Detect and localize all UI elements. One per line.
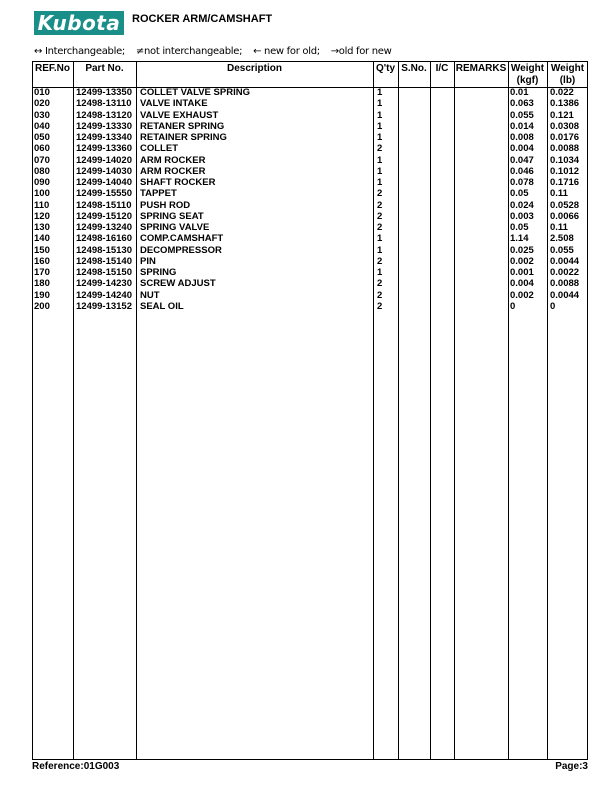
- cell-qty: 1: [377, 244, 383, 256]
- table-row: [32, 267, 588, 278]
- cell-ref: 050: [34, 132, 50, 143]
- cell-part-no: 12498-15140: [76, 255, 132, 267]
- header-weight-kgf: Weight (kgf): [510, 63, 545, 86]
- cell-ref: 120: [34, 210, 50, 222]
- cell-weight-lb: 0.022: [550, 87, 574, 98]
- table-row: [32, 110, 588, 121]
- cell-part-no: 12499-15550: [76, 188, 132, 200]
- cell-qty: 1: [377, 165, 383, 177]
- cell-weight-lb: 0.0044: [550, 289, 580, 301]
- kubota-logo: Kubota: [34, 11, 124, 35]
- cell-weight-kgf: 0.063: [510, 98, 534, 110]
- cell-weight-kgf: 0.078: [510, 177, 534, 188]
- legend-old-for-new: →old for new: [330, 46, 392, 57]
- cell-description: SEAL OIL: [140, 300, 184, 312]
- cell-weight-kgf: 0: [510, 300, 516, 312]
- table-row: [32, 132, 588, 143]
- cell-weight-kgf: 0.055: [510, 109, 534, 121]
- cell-qty: 2: [377, 222, 383, 233]
- cell-weight-lb: 0.0528: [550, 199, 580, 211]
- cell-qty: 2: [377, 199, 383, 211]
- cell-part-no: 12499-13350: [76, 87, 132, 98]
- cell-qty: 1: [377, 132, 383, 143]
- legend: [34, 46, 400, 57]
- cell-description: PIN: [140, 255, 156, 267]
- table-row: [32, 121, 588, 132]
- legend-not-interchangeable: ≠not interchangeable;: [135, 46, 243, 57]
- cell-weight-kgf: 0.002: [510, 289, 534, 301]
- table-row: [32, 301, 588, 312]
- cell-description: SPRING VALVE: [140, 222, 210, 233]
- cell-part-no: 12499-14020: [76, 154, 132, 166]
- table-row: [32, 222, 588, 233]
- cell-qty: 2: [377, 289, 383, 301]
- cell-ref: 150: [34, 244, 50, 256]
- cell-weight-lb: 0.0176: [550, 132, 580, 143]
- cell-weight-lb: 0.0088: [550, 143, 580, 155]
- header-sno: S.No.: [401, 63, 427, 74]
- cell-description: TAPPET: [140, 188, 177, 200]
- header-ref: REF.No: [35, 63, 70, 74]
- cell-description: SHAFT ROCKER: [140, 177, 216, 188]
- cell-ref: 200: [34, 300, 50, 312]
- cell-weight-kgf: 0.002: [510, 255, 534, 267]
- cell-part-no: 12499-13360: [76, 143, 132, 155]
- cell-ref: 130: [34, 222, 50, 233]
- cell-description: PUSH ROD: [140, 199, 191, 211]
- cell-part-no: 12498-13110: [76, 98, 132, 110]
- cell-ref: 160: [34, 255, 50, 267]
- cell-description: SPRING SEAT: [140, 210, 204, 222]
- cell-weight-lb: 0: [550, 300, 556, 312]
- cell-description: COMP.CAMSHAFT: [140, 233, 224, 245]
- cell-weight-lb: 0.0022: [550, 267, 580, 278]
- cell-qty: 2: [377, 255, 383, 267]
- header-description: Description: [226, 63, 282, 74]
- cell-ref: 080: [34, 165, 50, 177]
- cell-weight-kgf: 0.014: [510, 120, 534, 132]
- cell-qty: 2: [377, 210, 383, 222]
- cell-ref: 190: [34, 289, 50, 301]
- cell-description: COLLET VALVE SPRING: [140, 87, 250, 98]
- table-row: [32, 290, 588, 301]
- cell-ref: 100: [34, 188, 50, 200]
- cell-part-no: 12499-14240: [76, 289, 132, 301]
- cell-weight-kgf: 0.047: [510, 154, 534, 166]
- cell-weight-kgf: 0.01: [510, 87, 529, 98]
- cell-description: DECOMPRESSOR: [140, 244, 222, 256]
- cell-qty: 2: [377, 143, 383, 155]
- cell-part-no: 12499-13330: [76, 120, 132, 132]
- cell-ref: 180: [34, 278, 50, 290]
- cell-part-no: 12499-13152: [76, 300, 132, 312]
- cell-weight-kgf: 0.05: [510, 222, 529, 233]
- cell-weight-kgf: 0.004: [510, 278, 534, 290]
- table-row: [32, 233, 588, 244]
- table-body: [32, 87, 588, 312]
- cell-qty: 2: [377, 300, 383, 312]
- cell-weight-lb: 0.11: [550, 222, 568, 233]
- cell-weight-kgf: 0.004: [510, 143, 534, 155]
- cell-weight-lb: 0.1012: [550, 165, 580, 177]
- cell-weight-lb: 0.0044: [550, 255, 580, 267]
- table-row: [32, 200, 588, 211]
- cell-part-no: 12499-14030: [76, 165, 132, 177]
- cell-weight-lb: 0.055: [550, 244, 574, 256]
- cell-part-no: 12498-16160: [76, 233, 132, 245]
- cell-description: RETAINER SPRING: [140, 132, 227, 143]
- cell-weight-kgf: 0.025: [510, 244, 534, 256]
- cell-qty: 1: [377, 87, 383, 98]
- legend-new-for-old: ← new for old;: [253, 46, 320, 57]
- table-row: [32, 188, 588, 199]
- table-row: [32, 278, 588, 289]
- cell-part-no: 12498-13120: [76, 109, 132, 121]
- header-weight-lb: Weight (lb): [550, 63, 585, 86]
- table-row: [32, 211, 588, 222]
- cell-description: VALVE INTAKE: [140, 98, 208, 110]
- cell-qty: 1: [377, 109, 383, 121]
- cell-qty: 1: [377, 233, 383, 245]
- table-row: [32, 166, 588, 177]
- table-row: [32, 245, 588, 256]
- cell-weight-lb: 0.1716: [550, 177, 580, 188]
- legend-interchangeable: ↔ Interchangeable;: [34, 46, 125, 57]
- cell-part-no: 12498-15130: [76, 244, 132, 256]
- cell-weight-lb: 0.1034: [550, 154, 580, 166]
- footer-reference: Reference:01G003: [32, 761, 120, 772]
- cell-weight-kgf: 0.024: [510, 199, 534, 211]
- table-row: [32, 87, 588, 98]
- header-ic: I/C: [435, 63, 449, 74]
- header-remarks: REMARKS: [455, 63, 507, 74]
- cell-part-no: 12499-15120: [76, 210, 132, 222]
- cell-qty: 1: [377, 98, 383, 110]
- cell-weight-kgf: 1.14: [510, 233, 529, 245]
- cell-description: SCREW ADJUST: [140, 278, 216, 290]
- table-row: [32, 256, 588, 267]
- cell-weight-lb: 0.0088: [550, 278, 580, 290]
- cell-ref: 140: [34, 233, 50, 245]
- cell-qty: 1: [377, 177, 383, 188]
- cell-weight-lb: 0.1386: [550, 98, 580, 110]
- cell-qty: 1: [377, 120, 383, 132]
- table-row: [32, 98, 588, 109]
- cell-qty: 1: [377, 154, 383, 166]
- cell-description: SPRING: [140, 267, 177, 278]
- cell-ref: 010: [34, 87, 50, 98]
- cell-description: VALVE EXHAUST: [140, 109, 219, 121]
- cell-weight-lb: 0.121: [550, 109, 574, 121]
- cell-weight-lb: 2.508: [550, 233, 574, 245]
- cell-part-no: 12498-15110: [76, 199, 132, 211]
- cell-part-no: 12499-13240: [76, 222, 132, 233]
- cell-ref: 170: [34, 267, 50, 278]
- cell-weight-kgf: 0.003: [510, 210, 534, 222]
- cell-part-no: 12499-13340: [76, 132, 132, 143]
- cell-qty: 1: [377, 267, 383, 278]
- cell-description: COLLET: [140, 143, 178, 155]
- cell-part-no: 12498-15150: [76, 267, 132, 278]
- cell-weight-kgf: 0.046: [510, 165, 534, 177]
- cell-description: ARM ROCKER: [140, 165, 206, 177]
- cell-description: NUT: [140, 289, 160, 301]
- cell-ref: 060: [34, 143, 50, 155]
- table-row: [32, 155, 588, 166]
- cell-ref: 110: [34, 199, 50, 211]
- cell-ref: 020: [34, 98, 50, 110]
- cell-weight-lb: 0.0066: [550, 210, 580, 222]
- page-title: ROCKER ARM/CAMSHAFT: [132, 13, 273, 25]
- cell-part-no: 12499-14230: [76, 278, 132, 290]
- cell-description: RETANER SPRING: [140, 120, 225, 132]
- cell-ref: 070: [34, 154, 50, 166]
- cell-weight-lb: 0.11: [550, 188, 568, 200]
- cell-weight-lb: 0.0308: [550, 120, 580, 132]
- table-row: [32, 177, 588, 188]
- header-part: Part No.: [85, 63, 124, 74]
- header-qty: Q'ty: [375, 63, 396, 74]
- cell-part-no: 12499-14040: [76, 177, 132, 188]
- cell-qty: 2: [377, 188, 383, 200]
- cell-ref: 040: [34, 120, 50, 132]
- footer-page: Page:3: [555, 761, 588, 772]
- cell-weight-kgf: 0.001: [510, 267, 534, 278]
- cell-weight-kgf: 0.008: [510, 132, 534, 143]
- cell-qty: 2: [377, 278, 383, 290]
- cell-ref: 030: [34, 109, 50, 121]
- cell-description: ARM ROCKER: [140, 154, 206, 166]
- cell-ref: 090: [34, 177, 50, 188]
- cell-weight-kgf: 0.05: [510, 188, 529, 200]
- table-row: [32, 143, 588, 154]
